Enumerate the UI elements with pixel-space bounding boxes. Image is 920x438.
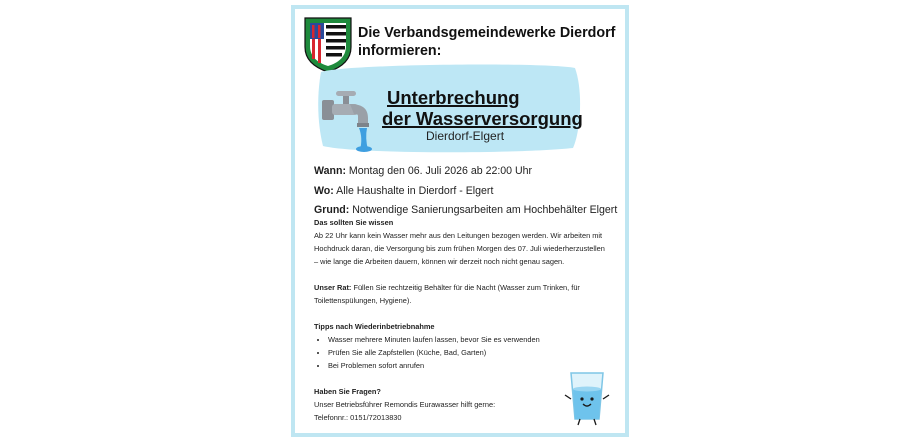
contact-text: Unser Betriebsführer Remondis Eurawasser hilft gerne: (314, 400, 496, 409)
fact-where (314, 182, 619, 202)
info-text: Ab 22 Uhr kann kein Wasser mehr aus den Leitungen bezogen werden. Wir arbeiten mit Hochdruck daran, die Versorgung bis zum frühen Morgen des 07. Juli wiederherzustellen – wie lange die Arbeiten dauern, können wir derzeit noch nicht genau sagen. (314, 231, 605, 266)
list-item: • Wasser mehrere Minuten laufen lassen, bevor Sie es verwenden (328, 333, 610, 346)
advice-paragraph (314, 281, 610, 307)
water-tap-icon (320, 88, 382, 152)
contact-phone: Telefonnr.: 0151/72013830 (314, 413, 402, 422)
fact-label: Wo: (314, 184, 334, 197)
banner-subtitle: Dierdorf-Elgert (426, 129, 505, 143)
facts-list (314, 162, 619, 221)
fact-when (314, 162, 619, 182)
tips-heading: Tipps nach Wiederinbetriebnahme (314, 322, 435, 331)
fact-value: Alle Haushalte in Dierdorf - Elgert (336, 184, 494, 197)
banner-title-line-1: Unterbrechung (387, 87, 520, 108)
water-glass-mascot-icon (563, 369, 611, 427)
tips-list (314, 333, 610, 372)
fact-value: Montag den 06. Juli 2026 ab 22:00 Uhr (348, 165, 533, 177)
banner-title-line-2: der Wasserversorgung (382, 108, 583, 129)
advice-text: Füllen Sie rechtzeitig Behälter für die Nacht (Wasser zum Trinken, für Toilettenspülungen, Hygiene). (314, 283, 580, 305)
list-item: • Bei Problemen sofort anrufen (328, 359, 610, 372)
header-title: Die Verbandsgemeindewerke Dierdorf informieren: (358, 25, 616, 59)
fact-label: Wann: (314, 165, 346, 177)
fact-value: Notwendige Sanierungsarbeiten am Hochbehälter Elgert (352, 204, 618, 216)
list-item: • Prüfen Sie alle Zapfstellen (Küche, Bad, Garten) (328, 346, 610, 359)
info-poster (291, 5, 629, 437)
fact-label: Grund: (314, 204, 350, 216)
contact-heading: Haben Sie Fragen? (314, 387, 381, 396)
advice-label: Unser Rat: (314, 283, 352, 292)
info-heading: Das sollten Sie wissen (314, 218, 394, 227)
